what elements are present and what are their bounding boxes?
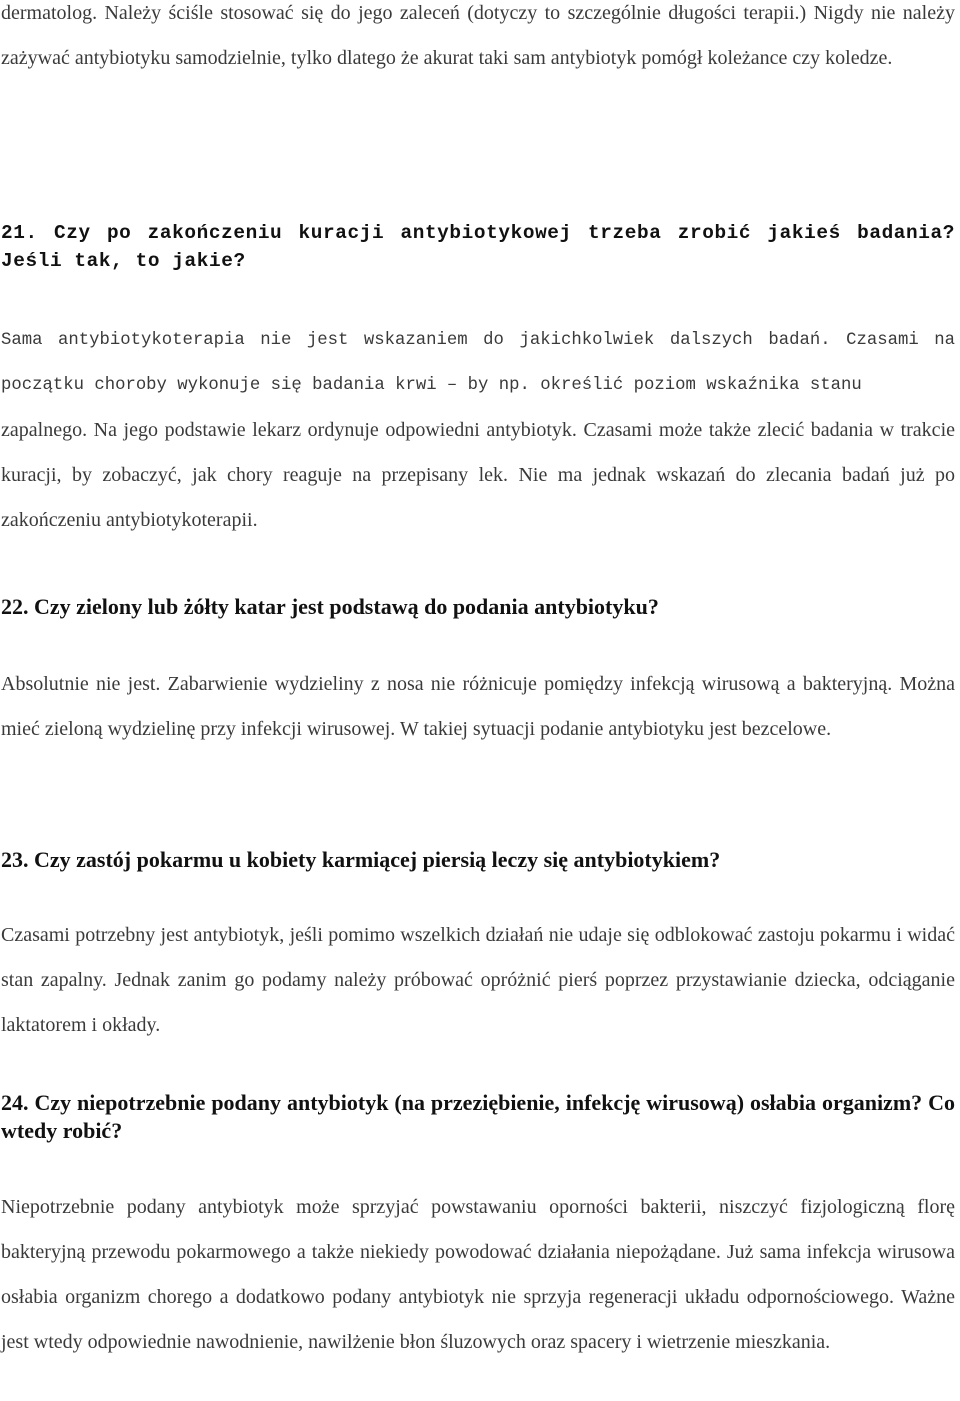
answer-21-paragraph-part2: zapalnego. Na jego podstawie lekarz ordynuje odpowiedni antybiotyk. Czasami może także zlecić badania w trakcie kuracji, by zobaczyć, jak chory reaguje na przepisany lek. Nie ma jednak wskazań do zlecania badań już po zakończeniu antybiotykoterapii.: [1, 419, 955, 531]
question-24-heading: 24. Czy niepotrzebnie podany antybiotyk (na przeziębienie, infekcję wirusową) osłabia organizm? Co wtedy robić?: [1, 1090, 955, 1143]
answer-22-paragraph: Absolutnie nie jest. Zabarwienie wydzieliny z nosa nie różnicuje pomiędzy infekcją wirusową a bakteryjną. Można mieć zieloną wydzielinę przy infekcji wirusowej. W takiej sytuacji podanie antybiotyku jest bezcelowe.: [1, 673, 955, 740]
question-22-heading: 22. Czy zielony lub żółty katar jest podstawą do podania antybiotyku?: [1, 594, 659, 619]
question-21-heading: 21. Czy po zakończeniu kuracji antybiotykowej trzeba zrobić jakieś badania? Jeśli tak, to jakie?: [1, 222, 955, 272]
intro-paragraph: dermatolog. Należy ściśle stosować się do jego zaleceń (dotyczy to szczególnie długości terapii.) Nigdy nie należy zażywać antybiotyku samodzielnie, tylko dlatego że akurat taki sam antybiotyk pomógł koleżance czy koledze.: [1, 2, 955, 69]
answer-21-paragraph-part1: Sama antybiotykoterapia nie jest wskazaniem do jakichkolwiek dalszych badań. Czasami na początku choroby wykonuje się badania krwi – by np. określić poziom wskaźnika stanu: [1, 331, 955, 395]
answer-24-paragraph: Niepotrzebnie podany antybiotyk może sprzyjać powstawaniu oporności bakterii, niszczyć fizjologiczną florę bakteryjną przewodu pokarmowego a także niekiedy powodować działania niepożądane. Już sama infekcja wirusowa osłabia organizm chorego a dodatkowo podany antybiotyk nie sprzyja regeneracji układu odpornościowego. Ważne jest wtedy odpowiednie nawodnienie, nawilżenie błon śluzowych oraz spacery i wietrzenie mieszkania.: [1, 1196, 955, 1353]
question-23-heading: 23. Czy zastój pokarmu u kobiety karmiącej piersią leczy się antybiotykiem?: [1, 847, 721, 872]
answer-23-paragraph: Czasami potrzebny jest antybiotyk, jeśli pomimo wszelkich działań nie udaje się odblokować zastoju pokarmu i widać stan zapalny. Jednak zanim go podamy należy próbować opróżnić pierś poprzez przystawianie dziecka, odciąganie laktatorem i okłady.: [1, 924, 955, 1036]
